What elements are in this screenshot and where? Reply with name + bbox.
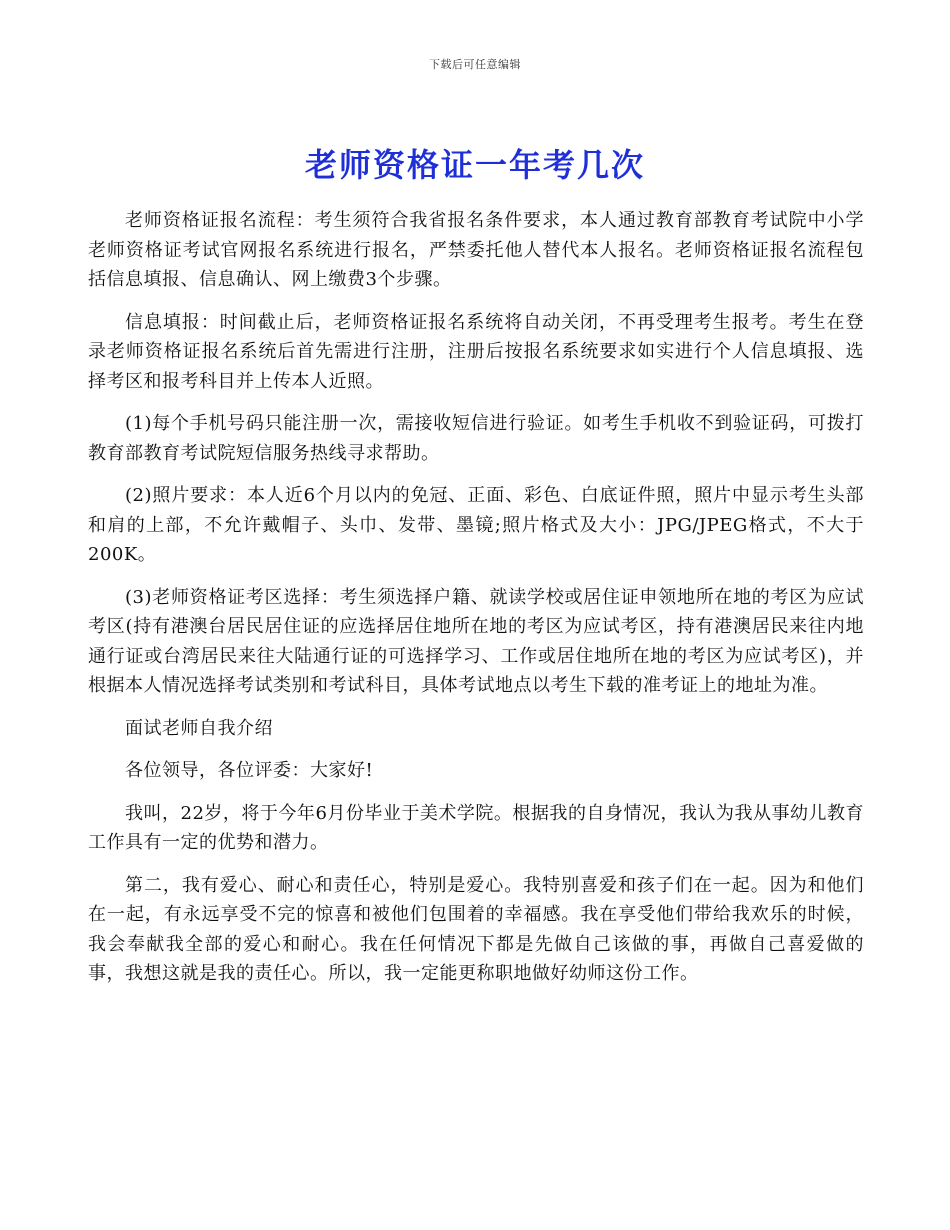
document-title: 老师资格证一年考几次 [304, 146, 645, 184]
paragraph-info-filling: 信息填报：时间截止后，老师资格证报名系统将自动关闭，不再受理考生报考。考生在登录老师资格证报名系统后首先需进行注册，注册后按报名系统要求如实进行个人信息填报、选择考区和报考科目并上传本人近照。 [88, 311, 864, 392]
paragraph-exam-area: (3)老师资格证考区选择：考生须选择户籍、就读学校或居住证申领地所在地的考区为应试考区(持有港澳台居民居住证的应选择居住地所在地的考区为应试考区，持有港澳居民来往内地通行证或台湾居民来往大陆通行证的可选择学习、工作或居住地所在地的考区为应试考区)，并根据本人情况选择考试类别和考试科目，具体考试地点以考生下载的准考证上的地址为准。 [88, 586, 864, 696]
paragraph-registration-process: 老师资格证报名流程：考生须符合我省报名条件要求，本人通过教育部教育考试院中小学老师资格证考试官网报名系统进行报名，严禁委托他人替代本人报名。老师资格证报名流程包括信息填报、信息确认、网上缴费3个步骤。 [88, 210, 864, 290]
document-body [88, 206, 864, 1002]
header-note: 下载后可任意编辑 [429, 58, 521, 71]
paragraph-greeting: 各位领导，各位评委：大家好! [125, 760, 374, 781]
paragraph-phone-registration: (1)每个手机号码只能注册一次，需接收短信进行验证。如考生手机收不到验证码，可拨打教育部教育考试院短信服务热线寻求帮助。 [88, 413, 864, 464]
paragraph-interview-heading: 面试老师自我介绍 [125, 717, 273, 739]
paragraph-second-point: 第二，我有爱心、耐心和责任心，特别是爱心。我特别喜爱和孩子们在一起。因为和他们在一起，有永远享受不完的惊喜和被他们包围着的幸福感。我在享受他们带给我欢乐的时候，我会奉献我全部的爱心和耐心。我在任何情况下都是先做自己该做的事，再做自己喜爱做的事，我想这就是我的责任心。所以，我一定能更称职地做好幼师这份工作。 [88, 874, 864, 984]
paragraph-photo-requirements: (2)照片要求：本人近6个月以内的免冠、正面、彩色、白底证件照，照片中显示考生头部和肩的上部，不允许戴帽子、头巾、发带、墨镜;照片格式及大小：JPG/JPEG格式，不大于200K。 [88, 485, 864, 565]
paragraph-self-intro: 我叫，22岁，将于今年6月份毕业于美术学院。根据我的自身情况，我认为我从事幼儿教育工作具有一定的优势和潜力。 [88, 802, 864, 853]
